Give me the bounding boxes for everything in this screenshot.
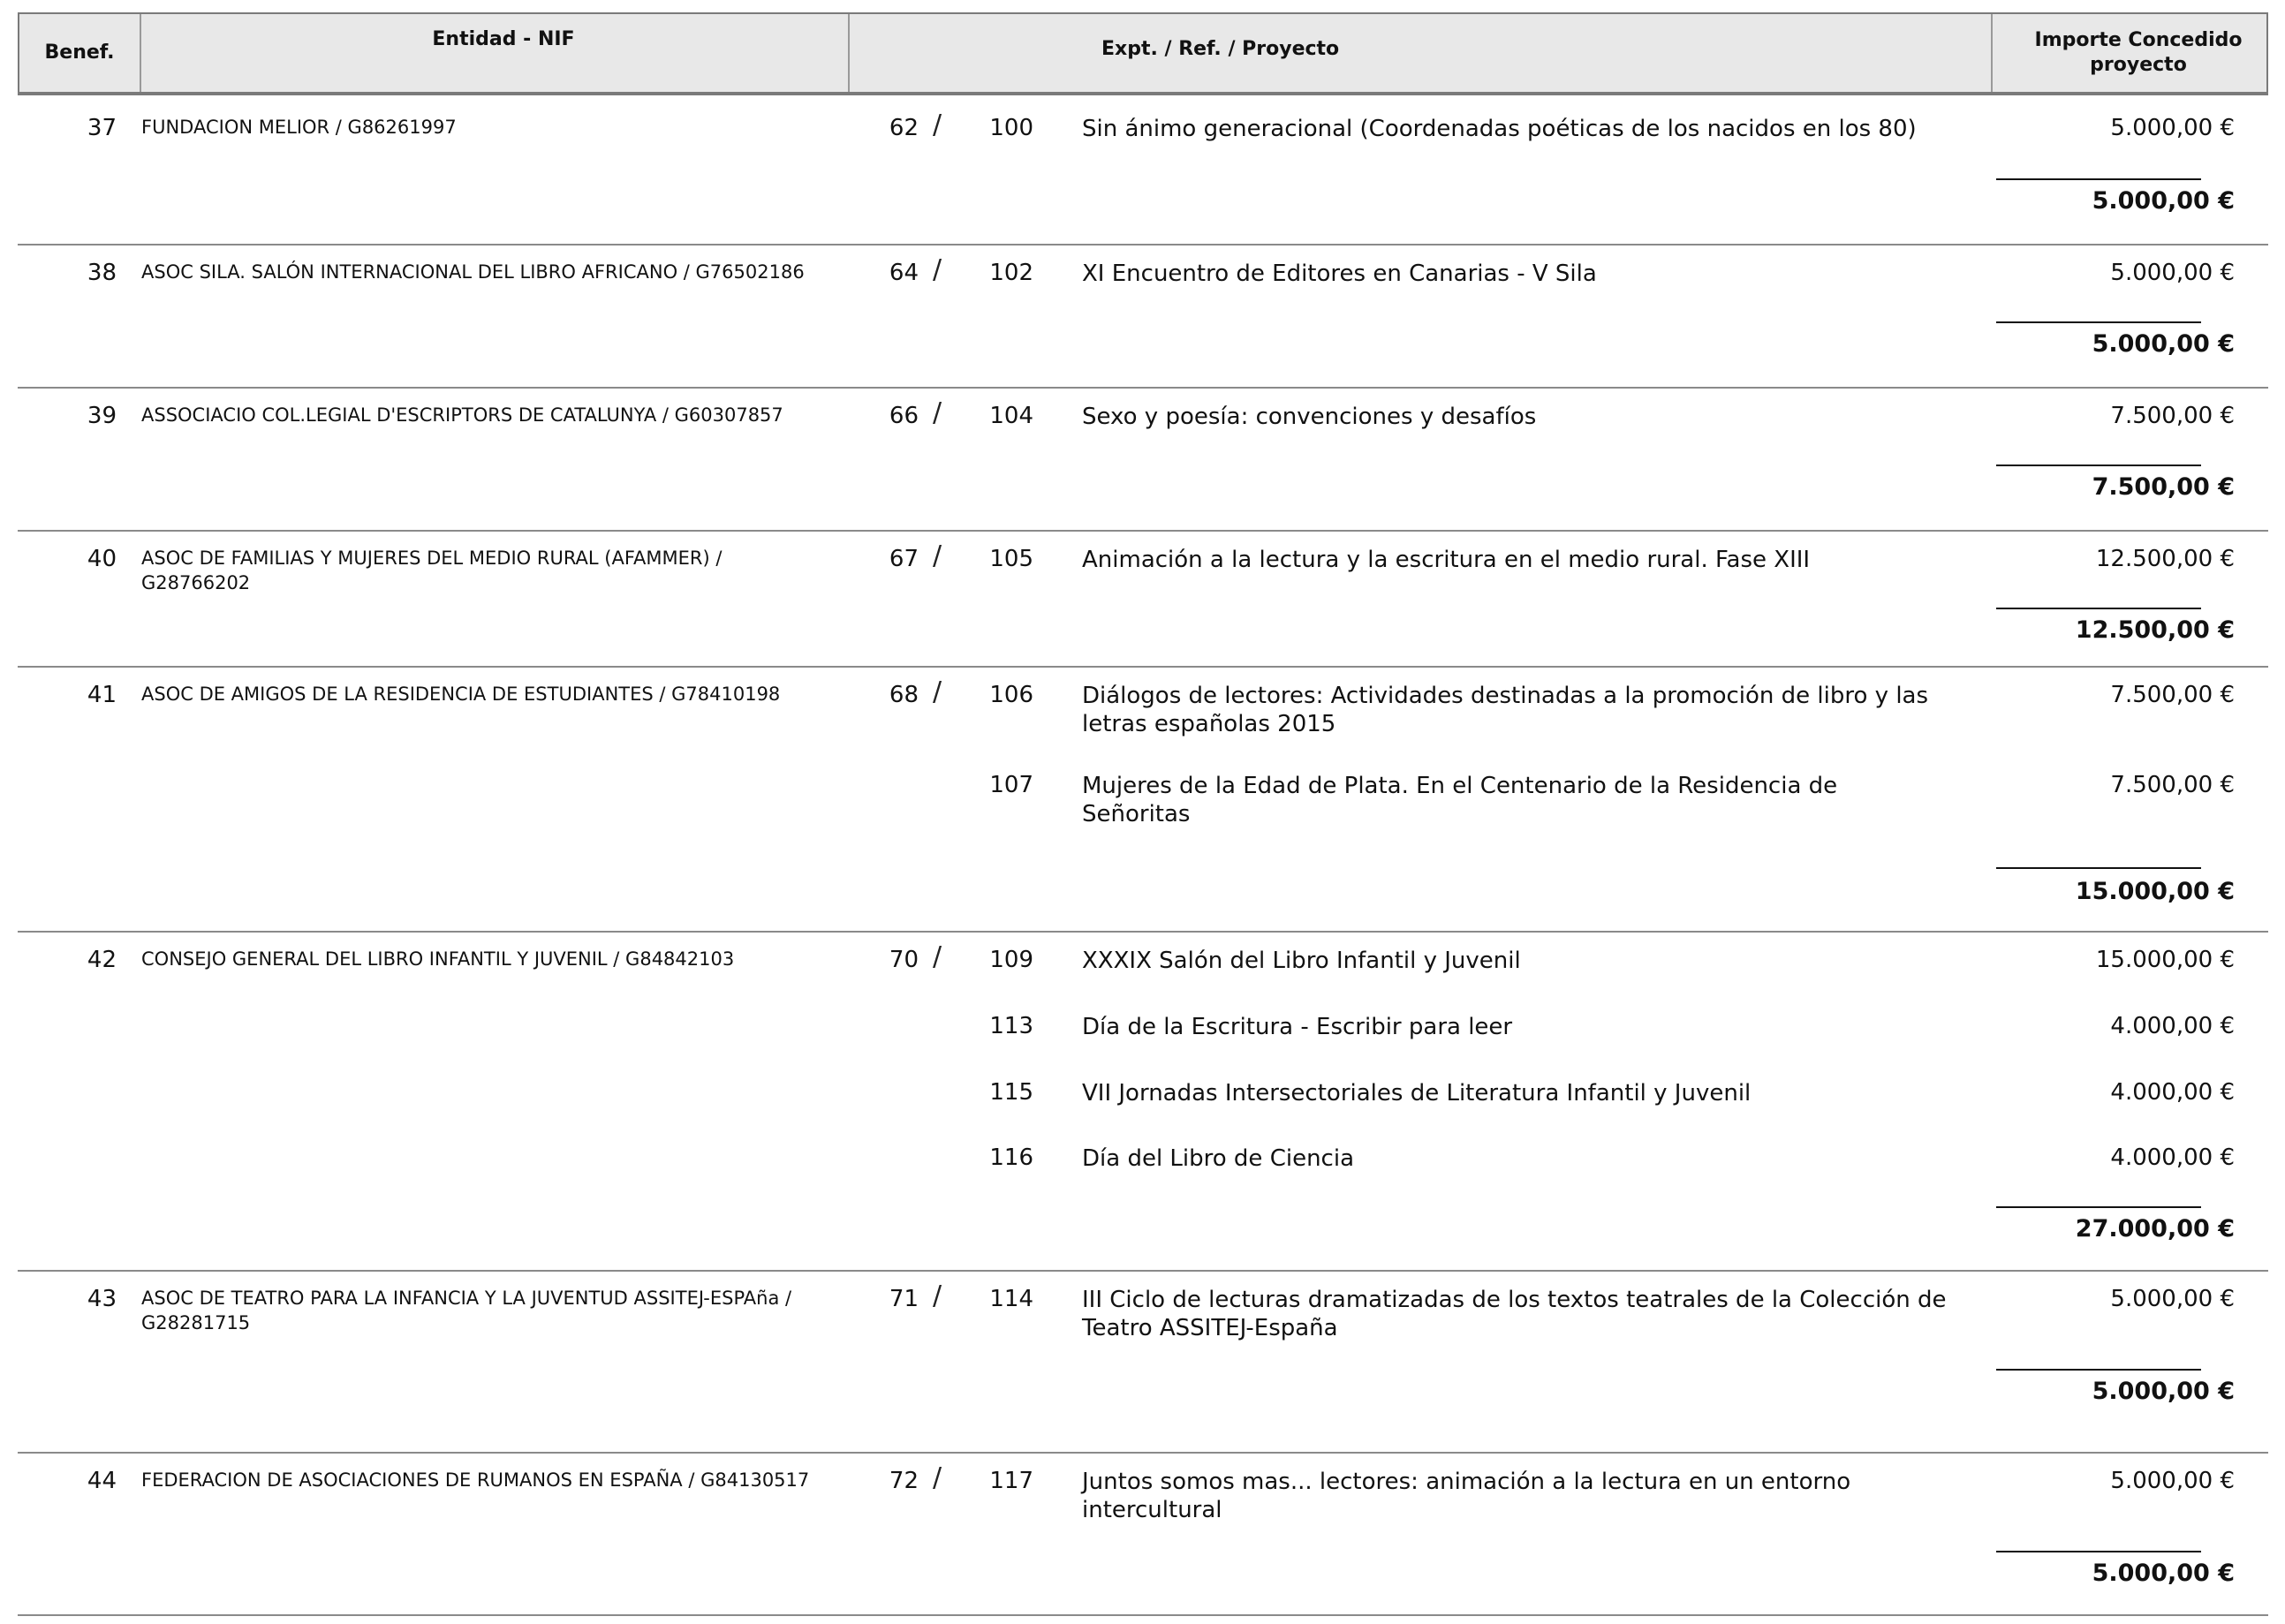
subtotal-amount: 5.000,00 € — [2092, 187, 2235, 215]
entity-nif: ASOC SILA. SALÓN INTERNACIONAL DEL LIBRO AFRICANO / G76502186 — [141, 261, 805, 283]
project-title: XXXIX Salón del Libro Infantil y Juvenil — [1082, 948, 1521, 974]
project-title: Sexo y poesía: convenciones y desafíos — [1082, 404, 1537, 430]
ref-number: 113 — [989, 1013, 1033, 1039]
project-title: VII Jornadas Intersectoriales de Literatura Infantil y Juvenil — [1082, 1080, 1752, 1107]
project-amount: 4.000,00 € — [2110, 1079, 2235, 1106]
ref-number: 100 — [989, 115, 1033, 141]
slash-separator: / — [932, 397, 942, 428]
project-amount: 4.000,00 € — [2110, 1144, 2235, 1171]
benef-number: 38 — [87, 260, 117, 286]
table-row — [18, 532, 2268, 668]
slash-separator: / — [932, 110, 942, 140]
entity-nif: ASSOCIACIO COL.LEGIAL D'ESCRIPTORS DE CATALUNYA / G60307857 — [141, 404, 783, 426]
entity-nif: FUNDACION MELIOR / G86261997 — [141, 117, 457, 138]
slash-separator: / — [932, 1462, 942, 1493]
project-amount: 7.500,00 € — [2110, 403, 2235, 429]
subtotal-amount: 5.000,00 € — [2092, 1378, 2235, 1405]
expt-number: 67 — [889, 546, 919, 572]
ref-number: 104 — [989, 403, 1033, 429]
entity-nif: ASOC DE AMIGOS DE LA RESIDENCIA DE ESTUDIANTES / G78410198 — [141, 684, 781, 705]
entity-nif: CONSEJO GENERAL DEL LIBRO INFANTIL Y JUVENIL / G84842103 — [141, 948, 735, 970]
project-amount: 15.000,00 € — [2095, 947, 2235, 973]
subtotal-amount: 7.500,00 € — [2092, 473, 2235, 501]
header-double-rule — [18, 94, 2268, 95]
slash-separator: / — [932, 676, 942, 707]
benef-number: 43 — [87, 1286, 117, 1312]
benef-number: 39 — [87, 403, 117, 429]
ref-number: 116 — [989, 1144, 1033, 1171]
table-row — [18, 97, 2268, 245]
benef-number: 41 — [87, 682, 117, 708]
subtotal-rule — [1996, 178, 2201, 180]
slash-separator: / — [932, 540, 942, 571]
benef-number: 44 — [87, 1468, 117, 1494]
header-divider — [848, 14, 850, 92]
project-title: Juntos somos mas... lectores: animación a la lectura en un entorno intercultural — [1082, 1469, 1851, 1523]
project-title: Animación a la lectura y la escritura en el medio rural. Fase XIII — [1082, 547, 1811, 573]
ref-number: 107 — [989, 772, 1033, 798]
header-entidad: Entidad - NIF — [432, 28, 575, 50]
ref-number: 115 — [989, 1079, 1033, 1106]
expt-number: 66 — [889, 403, 919, 429]
entity-nif: FEDERACION DE ASOCIACIONES DE RUMANOS EN ESPAÑA / G84130517 — [141, 1469, 810, 1491]
header-expt: Expt. / Ref. / Proyecto — [1101, 38, 1340, 60]
project-title: XI Encuentro de Editores en Canarias - V Sila — [1082, 261, 1597, 287]
slash-separator: / — [932, 254, 942, 285]
ref-number: 102 — [989, 260, 1033, 286]
expt-number: 64 — [889, 260, 919, 286]
subtotal-amount: 5.000,00 € — [2092, 1560, 2235, 1587]
expt-number: 72 — [889, 1468, 919, 1494]
project-amount: 5.000,00 € — [2110, 260, 2235, 286]
table-row — [18, 1272, 2268, 1454]
table-row — [18, 668, 2268, 933]
subtotal-rule — [1996, 1369, 2201, 1371]
subtotal-rule — [1996, 608, 2201, 609]
ref-number: 117 — [989, 1468, 1033, 1494]
table-row — [18, 389, 2268, 532]
ref-number: 114 — [989, 1286, 1033, 1312]
expt-number: 68 — [889, 682, 919, 708]
subtotal-amount: 15.000,00 € — [2075, 878, 2235, 905]
project-title: Día del Libro de Ciencia — [1082, 1145, 1355, 1172]
subtotal-rule — [1996, 1551, 2201, 1552]
project-title: Mujeres de la Edad de Plata. En el Centenario de la Residencia de Señoritas — [1082, 773, 1838, 827]
project-amount: 4.000,00 € — [2110, 1013, 2235, 1039]
entity-nif: ASOC DE FAMILIAS Y MUJERES DEL MEDIO RURAL (AFAMMER) / G28766202 — [141, 548, 723, 593]
header-importe: Importe Concedido proyecto — [2034, 29, 2243, 76]
table-row — [18, 245, 2268, 389]
project-title: Día de la Escritura - Escribir para leer — [1082, 1014, 1513, 1040]
slash-separator: / — [932, 1280, 942, 1311]
project-amount: 5.000,00 € — [2110, 1286, 2235, 1312]
project-amount: 7.500,00 € — [2110, 772, 2235, 798]
subtotal-rule — [1996, 867, 2201, 869]
project-amount: 7.500,00 € — [2110, 682, 2235, 708]
table-row — [18, 1454, 2268, 1616]
ref-number: 105 — [989, 546, 1033, 572]
project-amount: 5.000,00 € — [2110, 115, 2235, 141]
header-benef: Benef. — [44, 42, 115, 64]
slash-separator: / — [932, 941, 942, 972]
subtotal-amount: 12.500,00 € — [2075, 616, 2235, 644]
benef-number: 42 — [87, 947, 117, 973]
expt-number: 70 — [889, 947, 919, 973]
project-title: Diálogos de lectores: Actividades destinadas a la promoción de libro y las letras españolas 2015 — [1082, 683, 1929, 737]
subtotal-rule — [1996, 465, 2201, 466]
subtotal-rule — [1996, 321, 2201, 323]
project-amount: 12.500,00 € — [2095, 546, 2235, 572]
project-title: III Ciclo de lecturas dramatizadas de los textos teatrales de la Colección de Teatro ASSITEJ-España — [1082, 1287, 1947, 1341]
benef-number: 40 — [87, 546, 117, 572]
subtotal-amount: 27.000,00 € — [2075, 1215, 2235, 1243]
subtotal-rule — [1996, 1206, 2201, 1208]
table-header — [18, 12, 2268, 94]
benef-number: 37 — [87, 115, 117, 141]
project-title: Sin ánimo generacional (Coordenadas poéticas de los nacidos en los 80) — [1082, 116, 1917, 142]
ref-number: 106 — [989, 682, 1033, 708]
expt-number: 62 — [889, 115, 919, 141]
expt-number: 71 — [889, 1286, 919, 1312]
table-row — [18, 933, 2268, 1272]
ref-number: 109 — [989, 947, 1033, 973]
header-divider — [1991, 14, 1993, 92]
subtotal-amount: 5.000,00 € — [2092, 330, 2235, 358]
project-amount: 5.000,00 € — [2110, 1468, 2235, 1494]
entity-nif: ASOC DE TEATRO PARA LA INFANCIA Y LA JUVENTUD ASSITEJ-ESPAña / G28281715 — [141, 1288, 792, 1333]
